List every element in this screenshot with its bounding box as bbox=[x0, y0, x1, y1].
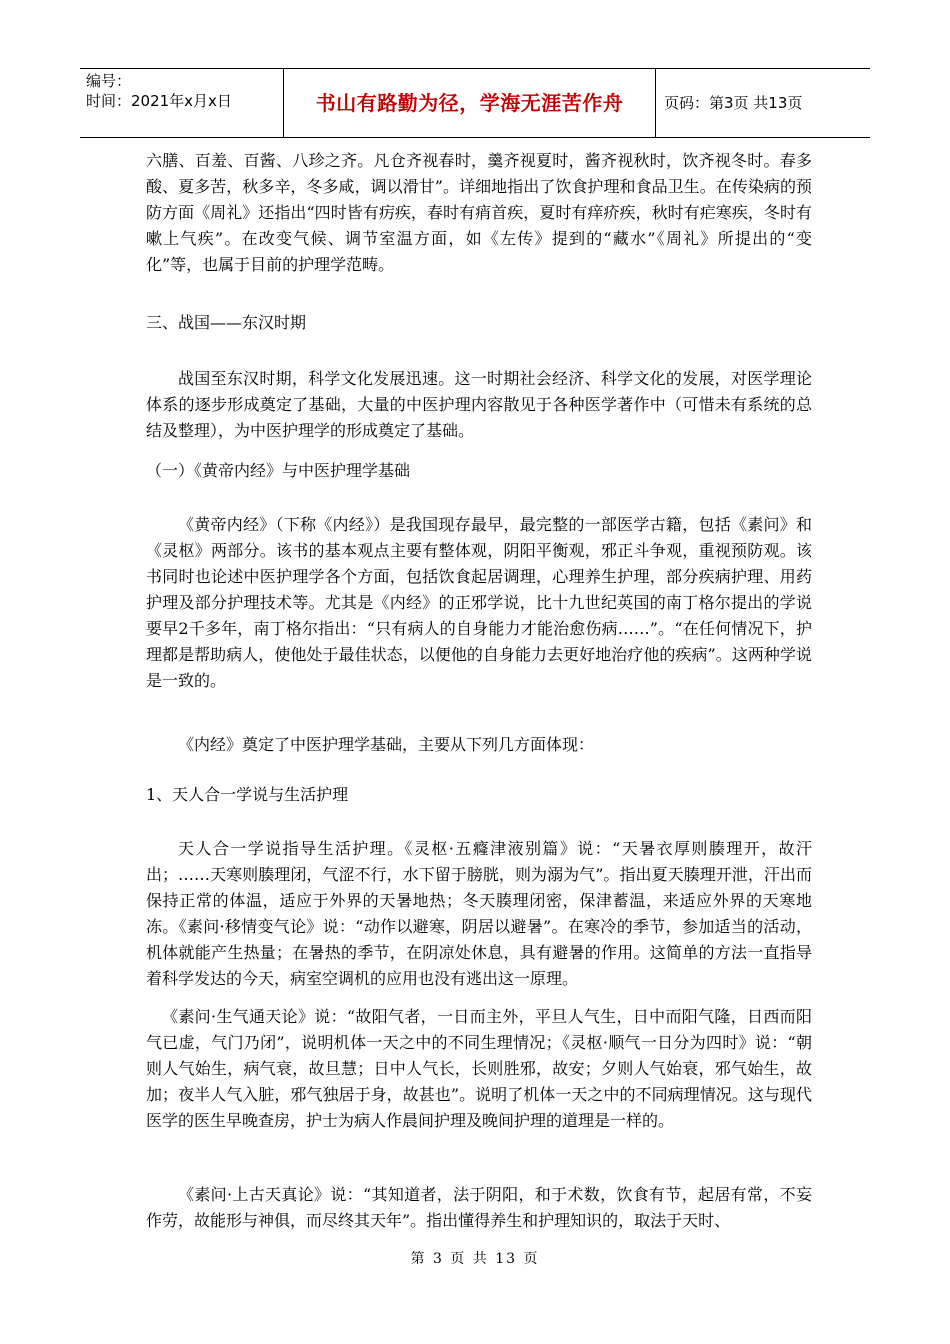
body-paragraph: 《素问·上古天真论》说：“其知道者，法于阴阳，和于术数，饮食有节，起居有常，不妄作劳，故能形与神俱，而尽终其天年”。指出懂得养生和护理知识的，取法于天时、 bbox=[146, 1185, 812, 1230]
body-paragraph: 战国至东汉时期，科学文化发展迅速。这一时期社会经济、科学文化的发展，对医学理论体系的逐步形成奠定了基础，大量的中医护理内容散见于各种医学著作中（可惜未有系统的总结及整理），为中医护理学的形成奠定了基础。 bbox=[146, 369, 812, 440]
header-meta-cell bbox=[80, 69, 284, 137]
body-paragraph: 六膳、百羞、百酱、八珍之齐。凡仓齐视春时，羹齐视夏时，酱齐视秋时，饮齐视冬时。春多酸、夏多苦，秋多辛，冬多咸，调以滑甘”。详细地指出了饮食护理和食品卫生。在传染病的预防方面《周礼》还指出“四时皆有疠疾，春时有痟首疾，夏时有痒疥疾，秋时有疟寒疾，冬时有嗽上气疾”。在改变气候、调节室温方面，如《左传》提到的“藏水”《周礼》所提出的“变化”等，也属于目前的护理学范畴。 bbox=[146, 151, 812, 274]
section-heading: 三、战国——东汉时期 bbox=[146, 313, 307, 332]
body-paragraph: 《素问·生气通天论》说：“故阳气者，一日而主外，平旦人气生，日中而阳气隆，日西而阳气已虚，气门乃闭”，说明机体一天之中的不同生理情况；《灵枢·顺气一日分为四时》说：“朝则人气始生，病气衰，故旦慧；日中人气长，长则胜邪，故安；夕则人气始衰，邪气始生，故加；夜半人气入脏，邪气独居于身，故甚也”。说明了机体一天之中的不同病理情况。这与现代医学的医生早晚查房，护士为病人作晨间护理及晚间护理的道理是一样的。 bbox=[146, 1007, 812, 1130]
header-motto: 书山有路勤为径，学海无涯苦作舟 bbox=[315, 91, 624, 115]
item-heading: 1、天人合一学说与生活护理 bbox=[146, 785, 349, 804]
header-motto-cell bbox=[284, 69, 656, 137]
body-paragraph: 《黄帝内经》（下称《内经》）是我国现存最早，最完整的一部医学古籍，包括《素问》和《灵枢》两部分。该书的基本观点主要有整体观，阴阳平衡观，邪正斗争观，重视预防观。该书同时也论述中医护理学各个方面，包括饮食起居调理，心理养生护理，部分疾病护理、用药护理及部分护理技术等。尤其是《内经》的正邪学说，比十九世纪英国的南丁格尔提出的学说要早2千多年，南丁格尔指出：“只有病人的自身能力才能治愈伤病……”。“在任何情况下，护理都是帮助病人，使他处于最佳状态，以便他的自身能力去更好地治疗他的疾病”。这两种学说是一致的。 bbox=[146, 515, 812, 690]
subsection-heading: （一）《黄帝内经》与中医护理学基础 bbox=[146, 461, 411, 480]
page-header bbox=[80, 68, 870, 138]
document-code: 编号： bbox=[86, 72, 132, 90]
body-paragraph: 《内经》奠定了中医护理学基础，主要从下列几方面体现： bbox=[178, 735, 595, 754]
header-page-number: 页码：第3页 共13页 bbox=[664, 94, 803, 112]
body-paragraph: 天人合一学说指导生活护理。《灵枢·五癃津液别篇》说：“天暑衣厚则腠理开，故汗出；……天寒则腠理闭，气涩不行，水下留于膀胱，则为溺为气”。指出夏天腠理开泄，汗出而保持正常的体温，适应于外界的天暑地热；冬天腠理闭密，保津蓄温，来适应外界的天寒地冻。《素问·移情变气论》说：“动作以避寒，阴居以避暑”。在寒冷的季节，参加适当的活动，机体就能产生热量；在暑热的季节，在阴凉处休息，具有避暑的作用。这简单的方法一直指导着科学发达的今天，病室空调机的应用也没有逃出这一原理。 bbox=[146, 839, 812, 988]
page-footer: 第 3 页 共 13 页 bbox=[410, 1251, 540, 1267]
document-date: 时间：2021年x月x日 bbox=[86, 92, 232, 110]
